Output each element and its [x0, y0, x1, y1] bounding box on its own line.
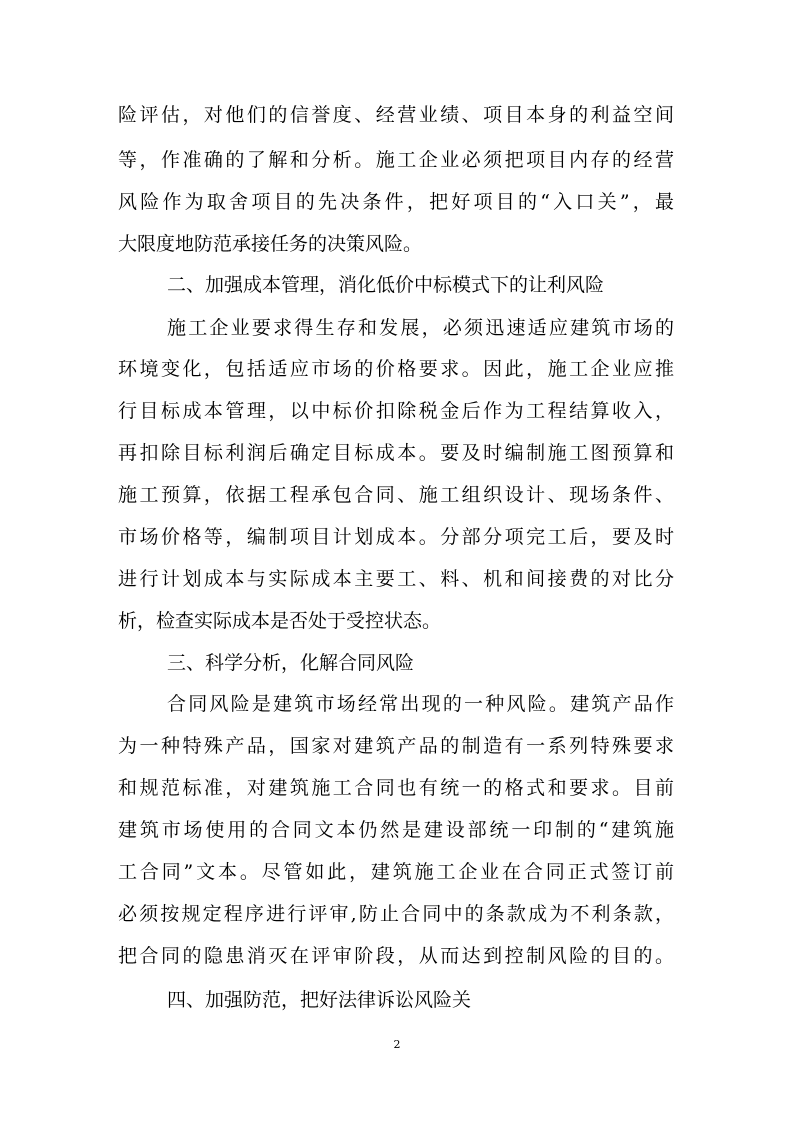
body-text-line: 析，检查实际成本是否处于受控状态。 — [118, 610, 442, 632]
body-text-line: 等，作准确的了解和分析。施工企业必须把项目内存的经营 — [118, 149, 674, 171]
body-text-line: 和规范标准，对建筑施工合同也有统一的格式和要求。目前 — [118, 777, 674, 799]
body-text-line: 必须按规定程序进行评审,防止合同中的条款成为不利条款， — [118, 903, 674, 925]
body-text-line: 建筑市场使用的合同文本仍然是建设部统一印制的“建筑施 — [118, 819, 674, 841]
page-number: 2 — [393, 1038, 401, 1051]
section-heading-3: 三、科学分析，化解合同风险 — [167, 652, 415, 674]
body-text-line: 再扣除目标利润后确定目标成本。要及时编制施工图预算和 — [118, 442, 674, 464]
body-text-line: 把合同的隐患消灭在评审阶段，从而达到控制风险的目的。 — [118, 945, 674, 967]
body-text-line: 工合同”文本。尽管如此，建筑施工企业在合同正式签订前 — [118, 861, 674, 883]
body-text-line: 施工预算，依据工程承包合同、施工组织设计、现场条件、 — [118, 484, 674, 506]
section-heading-2: 二、加强成本管理，消化低价中标模式下的让利风险 — [167, 274, 605, 296]
body-text-line: 险评估，对他们的信誉度、经营业绩、项目本身的利益空间 — [118, 104, 674, 126]
body-text-line: 合同风险是建筑市场经常出现的一种风险。建筑产品作 — [167, 693, 674, 715]
body-text-line: 为一种特殊产品，国家对建筑产品的制造有一系列特殊要求 — [118, 735, 674, 757]
body-text-line: 大限度地防范承接任务的决策风险。 — [118, 233, 423, 255]
body-text-line: 进行计划成本与实际成本主要工、料、机和间接费的对比分 — [118, 568, 674, 590]
body-text-line: 环境变化，包括适应市场的价格要求。因此，施工企业应推 — [118, 358, 674, 380]
body-text-line: 施工企业要求得生存和发展，必须迅速适应建筑市场的 — [167, 317, 674, 339]
body-text-line: 市场价格等，编制项目计划成本。分部分项完工后，要及时 — [118, 526, 674, 548]
section-heading-4: 四、加强防范，把好法律诉讼风险关 — [167, 989, 472, 1011]
body-text-line: 行目标成本管理，以中标价扣除税金后作为工程结算收入， — [118, 400, 674, 422]
body-text-line: 风险作为取舍项目的先决条件，把好项目的“入口关”，最 — [118, 191, 674, 213]
